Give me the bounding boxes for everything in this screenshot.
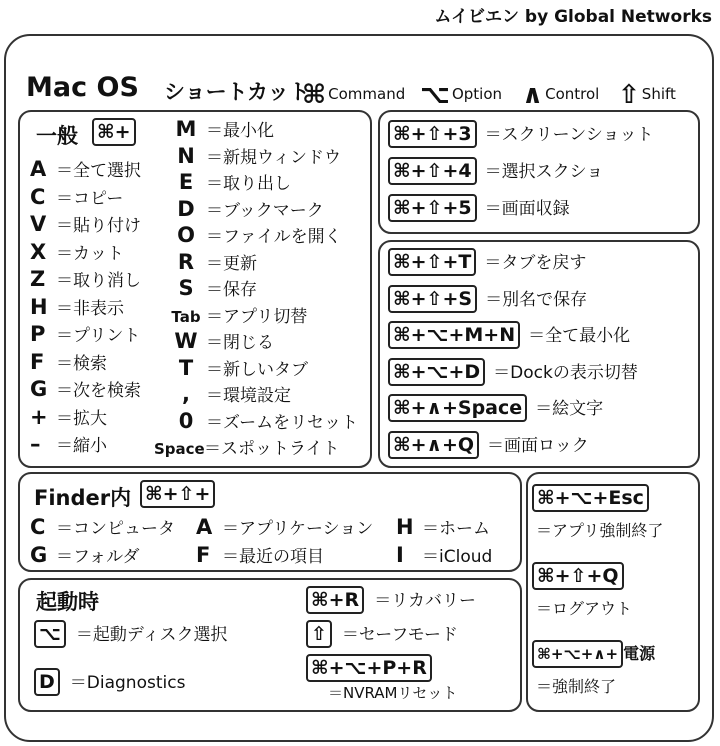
shortcut-key: D [34, 668, 60, 696]
power-key-label: 電源 [623, 644, 656, 663]
shortcut-key: ⌘+⇧+S [388, 285, 477, 313]
shortcut-key: X [30, 239, 47, 264]
shortcut-row [532, 562, 632, 619]
shortcut-key: ⌘+⇧+Q [532, 562, 624, 590]
legend-option: ⌥ Option [420, 80, 503, 110]
shortcut-key: D [177, 196, 195, 221]
command-icon: ⌘ [302, 80, 327, 110]
shortcut-row [30, 376, 141, 401]
shortcut-key: I [396, 543, 404, 567]
shortcut-desc: ＝ブックマーク [206, 200, 324, 221]
shortcut-key: W [174, 329, 198, 353]
shortcut-desc: ＝全て選択 [56, 161, 141, 181]
shortcut-desc: ＝新しいタブ [206, 359, 308, 380]
shortcut-key: ⌘+⇧+3 [388, 120, 477, 148]
shortcut-key: R [177, 249, 195, 274]
legend-control: ∧ Control [522, 80, 600, 110]
shortcut-desc: ＝プリント [56, 326, 141, 346]
shortcut-key: 0 [178, 408, 194, 433]
shortcut-key: ⌘+R [306, 586, 364, 614]
page-title: Mac OS [26, 72, 139, 103]
shortcut-row [196, 542, 324, 567]
shortcut-row [532, 484, 663, 541]
shortcut-row [388, 285, 587, 313]
shortcut-desc: ＝アプリ切替 [206, 306, 308, 327]
shortcut-desc: ＝最小化 [206, 121, 274, 141]
shortcut-desc: ＝セーフモード [341, 625, 459, 645]
shortcut-row [306, 586, 476, 614]
shortcut-row [34, 620, 228, 648]
shortcut-row [30, 404, 107, 429]
shortcut-desc: ＝iCloud [422, 547, 493, 567]
shortcut-desc: ＝Dockの表示切替 [493, 362, 638, 383]
page-subtitle: ショートカット [164, 80, 310, 104]
shortcut-desc: ＝フォルダ [56, 547, 140, 567]
shortcut-row [166, 169, 291, 194]
shortcut-row [388, 120, 654, 148]
shortcut-desc: ＝全て最小化 [528, 326, 631, 346]
shortcut-desc: ＝タブを戻す [484, 253, 587, 273]
shortcut-key: T [178, 355, 194, 380]
shortcut-key: Z [30, 267, 46, 291]
shortcut-key: ⌘+⇧+T [388, 248, 476, 276]
shortcut-row [396, 542, 492, 567]
shortcut-row [30, 239, 124, 264]
shortcut-desc: ＝コピー [56, 188, 124, 209]
shortcut-row [166, 275, 257, 300]
shortcut-row [30, 542, 139, 567]
shortcut-desc: ＝アプリ強制終了 [536, 521, 664, 540]
shortcut-key: ⌘+∧+Space [388, 394, 527, 422]
shortcut-desc: ＝起動ディスク選択 [75, 625, 228, 645]
shortcut-key: H [396, 515, 414, 539]
shortcut-key: ⌘+⌥+M+N [388, 321, 520, 349]
shortcut-row [30, 321, 140, 346]
shortcut-key: ⌘+⇧+4 [388, 157, 477, 185]
shortcut-key: G [30, 377, 48, 401]
shortcut-desc: ＝NVRAMリセット [328, 684, 458, 702]
shortcut-key: ⌘+⌥+P+R [306, 654, 432, 682]
legend-command: ⌘ Command [302, 80, 406, 110]
shortcut-desc: ＝保存 [206, 280, 257, 300]
shortcut-row [306, 654, 457, 703]
shortcut-desc: ＝貼り付け [56, 216, 141, 236]
shortcut-row [34, 668, 185, 696]
shortcut-row [30, 514, 175, 539]
shortcut-desc: ＝次を検索 [56, 381, 141, 401]
shortcut-desc: ＝選択スクショ [484, 162, 604, 182]
shortcut-key: M [175, 117, 197, 141]
shortcut-key: Tab [171, 307, 201, 326]
shortcut-key: ⌘+⇧+5 [388, 194, 477, 222]
shortcut-row [388, 394, 603, 422]
shortcut-desc: ＝更新 [206, 253, 257, 274]
shortcut-desc: ＝スクリーンショット [484, 125, 654, 145]
shortcut-desc: ＝ズームをリセット [206, 412, 358, 433]
finder-title: Finder内 [34, 486, 132, 510]
shortcut-key: G [30, 543, 48, 567]
shortcut-desc: ＝コンピュータ [56, 519, 175, 539]
shortcut-key: F [196, 543, 211, 567]
shortcut-desc: ＝最近の項目 [222, 547, 324, 567]
shortcut-key: C [30, 515, 46, 539]
shift-icon: ⇧ [618, 80, 640, 110]
shortcut-row [306, 620, 458, 648]
shortcut-row [196, 514, 373, 539]
shortcut-row [388, 321, 630, 349]
shortcut-desc: ＝ログアウト [536, 599, 633, 618]
shortcut-desc: ＝Diagnostics [69, 673, 186, 693]
shortcut-key: Space [154, 440, 205, 458]
shortcut-row [388, 194, 570, 222]
shortcut-desc: ＝非表示 [56, 298, 124, 319]
shortcut-row [388, 431, 589, 459]
shortcut-row [30, 431, 107, 456]
shortcut-key: + [30, 404, 48, 429]
brand-text: ムイビエン by Global Networks [434, 7, 712, 27]
general-modifier-key: ⌘+ [92, 118, 136, 146]
shortcut-row [166, 116, 274, 141]
shortcut-key: O [177, 223, 195, 247]
shortcut-row [166, 249, 257, 274]
shortcut-row [30, 184, 123, 209]
shortcut-desc: ＝閉じる [206, 333, 274, 353]
shortcut-key: A [196, 515, 213, 539]
shortcut-row [396, 514, 490, 539]
shortcut-desc: ＝拡大 [56, 408, 107, 429]
general-title: 一般 [36, 124, 78, 148]
shortcut-desc: ＝画面収録 [484, 199, 570, 219]
shortcut-key: H [30, 294, 48, 319]
legend-shift: ⇧ Shift [618, 80, 676, 110]
shortcut-row [166, 143, 341, 168]
shortcut-desc: ＝リカバリー [374, 591, 477, 611]
shortcut-row [166, 196, 324, 221]
shortcut-desc: ＝ホーム [422, 519, 490, 539]
shortcut-desc: ＝取り出し [206, 174, 291, 194]
shortcut-row [166, 302, 307, 327]
shortcut-key: ⌘+⌥+D [388, 358, 485, 386]
shortcut-row [166, 328, 274, 353]
shortcut-row [154, 434, 340, 459]
shortcut-key: ⌘+⌥+∧+ [532, 640, 623, 668]
shortcut-row [388, 358, 638, 386]
shortcut-desc: ＝別名で保存 [485, 289, 588, 310]
shortcut-key: ⌥ [34, 620, 66, 648]
shortcut-desc: ＝新規ウィンドウ [206, 147, 341, 168]
shortcut-row [166, 355, 308, 380]
shortcut-row [166, 222, 342, 247]
shortcut-row [388, 248, 586, 276]
shortcut-desc: ＝アプリケーション [222, 519, 374, 539]
shortcut-row [30, 266, 141, 291]
shortcut-desc: ＝環境設定 [206, 386, 291, 406]
shortcut-key: P [30, 322, 46, 346]
shortcut-key: , [182, 382, 190, 406]
shortcut-key: F [30, 349, 45, 374]
shortcut-key: ⌘+⌥+Esc [532, 484, 649, 512]
shortcut-row [30, 156, 141, 181]
shortcut-desc: ＝強制終了 [536, 677, 617, 696]
shortcut-desc: ＝絵文字 [535, 399, 604, 419]
shortcut-desc: ＝画面ロック [487, 435, 589, 456]
shortcut-desc: ＝検索 [56, 353, 107, 374]
shortcut-desc: ＝カット [56, 243, 124, 264]
shortcut-row [30, 294, 124, 319]
option-icon: ⌥ [420, 80, 450, 110]
shortcut-key: S [178, 276, 194, 300]
shortcut-key: N [177, 143, 195, 168]
shortcut-key: E [178, 170, 194, 194]
shortcut-key: ⇧ [306, 620, 332, 648]
control-icon: ∧ [522, 80, 544, 110]
shortcut-key: – [30, 432, 41, 456]
shortcut-key: C [30, 184, 46, 209]
shortcut-row [532, 640, 655, 697]
shortcut-key: A [30, 157, 47, 181]
shortcut-key: ⌘+∧+Q [388, 431, 479, 459]
shortcut-row [30, 349, 107, 374]
shortcut-key: V [30, 212, 47, 236]
shortcut-desc: ＝ファイルを開く [206, 227, 342, 247]
shortcut-row [388, 157, 603, 185]
shortcut-desc: ＝縮小 [56, 436, 107, 456]
shortcut-row [166, 381, 291, 406]
startup-title: 起動時 [36, 590, 99, 614]
shortcut-row [30, 211, 141, 236]
shortcut-desc: ＝スポットライト [204, 439, 340, 459]
shortcut-row [166, 408, 358, 433]
finder-modifier-key: ⌘+⇧+ [140, 480, 215, 508]
shortcut-desc: ＝取り消し [56, 271, 141, 291]
